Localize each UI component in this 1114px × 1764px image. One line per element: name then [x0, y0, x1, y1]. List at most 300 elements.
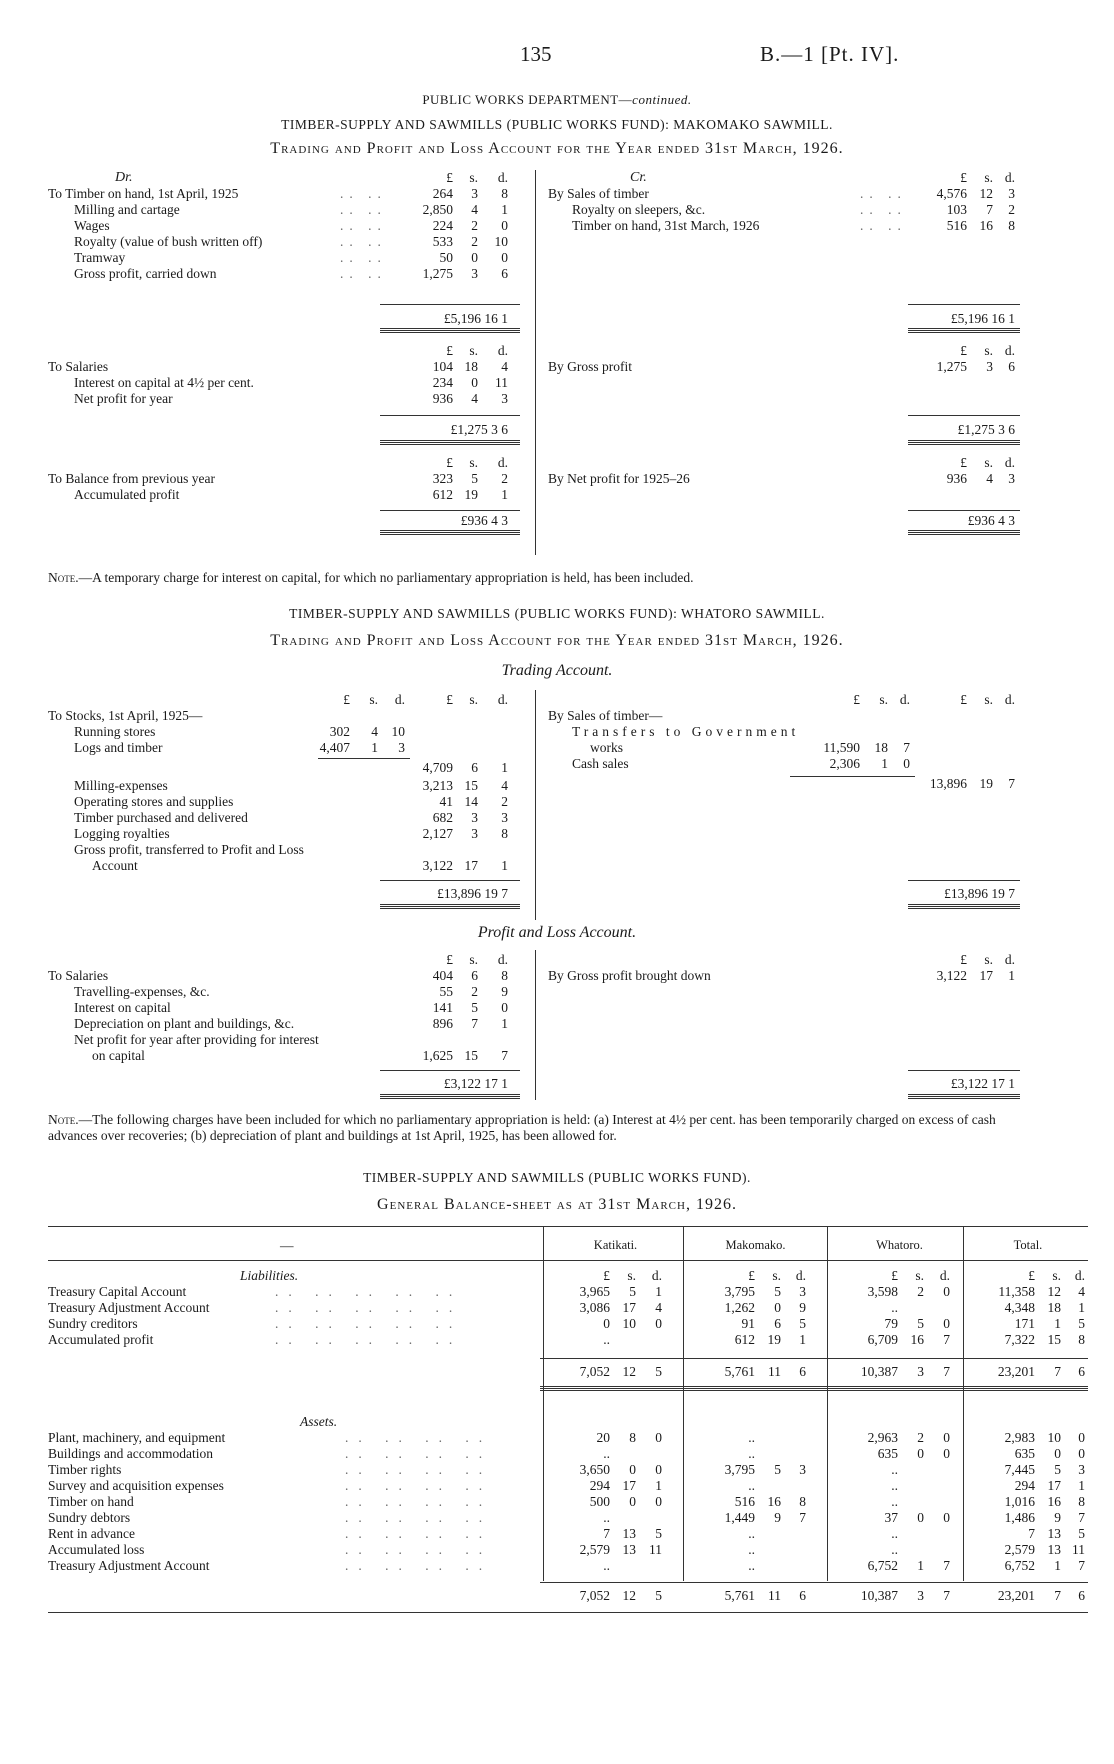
makomako-dr-currency-d-sign: d. [497, 170, 508, 185]
makomako-bal-dr-currency-d-sign: d. [497, 455, 508, 470]
makomako-trading-dr-pence: 0 [501, 218, 508, 233]
liability-total-pounds: 5,761 [724, 1364, 755, 1379]
double-rule [380, 1094, 520, 1099]
asset-value-pence: 11 [649, 1542, 662, 1557]
asset-label: Treasury Adjustment Account [48, 1558, 210, 1573]
rule-line [908, 880, 1020, 881]
whatoro-trading-dr-pence: 4 [501, 778, 508, 793]
asset-value-shillings: 0 [629, 1462, 636, 1477]
whatoro-dr-currency-d-sign: d. [497, 692, 508, 707]
asset-value-pence: 7 [1078, 1558, 1085, 1573]
whatoro-cash-pounds: 2,306 [829, 756, 860, 771]
makomako-trading-cr-shillings: 7 [986, 202, 993, 217]
makomako-trading-dr-label: Gross profit, carried down [74, 266, 217, 281]
makomako-trading-cr-pence: 2 [1008, 202, 1015, 217]
makomako-trading-cr-label: Timber on hand, 31st March, 1926 [572, 218, 760, 233]
stocks-rule [318, 758, 410, 759]
makomako-trading-dr-pence: 0 [501, 250, 508, 265]
makomako-bal-dr-shillings: 19 [464, 487, 478, 502]
balance-currency-3-s-sign: s. [1052, 1268, 1061, 1283]
liability-value-shillings: 0 [774, 1300, 781, 1315]
makomako-trading-dr-pounds: 533 [432, 234, 453, 249]
asset-total-pounds: 23,201 [997, 1588, 1035, 1603]
makomako-bal-total: £936 4 3 [967, 513, 1015, 528]
double-rule [908, 440, 1020, 445]
balance-currency-1-pound-sign: £ [748, 1268, 755, 1283]
liability-value-pounds: 3,795 [724, 1284, 755, 1299]
whatoro-cr-currency-s-sign: s. [984, 692, 993, 707]
liability-label: Treasury Adjustment Account [48, 1300, 210, 1315]
assets-heading: Assets. [300, 1414, 338, 1429]
makomako-pl-dr-pence: 4 [501, 359, 508, 374]
whatoro-trading-dr-pence: 2 [501, 794, 508, 809]
asset-value-pounds: .. [748, 1526, 755, 1541]
makomako-cr-currency-s-sign: s. [984, 170, 993, 185]
whatoro-pl-cr-label: By Gross profit brought down [548, 968, 711, 983]
whatoro-pl-cr-pounds: 3,122 [936, 968, 967, 983]
liab-double-rule [540, 1386, 1088, 1391]
liability-value-shillings: 12 [1047, 1284, 1061, 1299]
asset-value-pounds: .. [891, 1462, 898, 1477]
asset-value-pence: 3 [799, 1462, 806, 1477]
asset-value-pounds: 1,486 [1004, 1510, 1035, 1525]
asset-subtotal-rule [540, 1582, 1088, 1583]
whatoro-pl-dr-pounds: 896 [432, 1016, 453, 1031]
whatoro-stock-pounds: 4,407 [319, 740, 350, 755]
whatoro-gross-pence: 1 [501, 858, 508, 873]
asset-value-pence: 7 [943, 1558, 950, 1573]
asset-value-pounds: 3,650 [579, 1462, 610, 1477]
whatoro-transfers-shillings: 18 [874, 740, 888, 755]
whatoro-cr-inner-currency-pound-sign: £ [853, 692, 860, 707]
asset-value-pounds: 635 [877, 1446, 898, 1461]
liability-value-shillings: 5 [917, 1316, 924, 1331]
whatoro-pl-dr-pounds: 404 [432, 968, 453, 983]
whatoro-pl-cr-currency-pound-sign: £ [960, 952, 967, 967]
whatoro-pl-heading: Profit and Loss Account. [477, 924, 637, 941]
whatoro-pl-dr-shillings: 5 [471, 1000, 478, 1015]
double-rule [380, 328, 520, 333]
makomako-bal-dr-currency-pound-sign: £ [446, 455, 453, 470]
asset-value-pence: 11 [1072, 1542, 1085, 1557]
whatoro-pl-dr-currency-pound-sign: £ [446, 952, 453, 967]
subtotal-rule [908, 304, 1020, 305]
asset-value-pounds: 3,795 [724, 1462, 755, 1477]
makomako-dr-currency-pound-sign: £ [446, 170, 453, 185]
whatoro-pl-dr-pence: 8 [501, 968, 508, 983]
column-divider [683, 1226, 684, 1581]
asset-value-shillings: 1 [1054, 1558, 1061, 1573]
balance-currency-3-d-sign: d. [1074, 1268, 1085, 1283]
asset-label: Buildings and accommodation [48, 1446, 213, 1461]
asset-value-shillings: 5 [1054, 1462, 1061, 1477]
liab-subtotal-rule [540, 1358, 1088, 1359]
whatoro-net-line2: on capital [92, 1048, 145, 1063]
whatoro-net-pounds: 1,625 [422, 1048, 453, 1063]
whatoro-trading-dr-pounds: 41 [439, 794, 453, 809]
department-title: PUBLIC WORKS DEPARTMENT—continued. [422, 92, 692, 107]
whatoro-trading-dr-pounds: 3,213 [422, 778, 453, 793]
asset-value-shillings: 17 [1047, 1478, 1061, 1493]
leader-dots: .. .. .. .. .. [275, 1332, 463, 1347]
whatoro-net-line1: Net profit for year after providing for interest [74, 1032, 319, 1047]
makomako-trading-cr-shillings: 12 [979, 186, 993, 201]
makomako-bal-dr-currency-s-sign: s. [469, 455, 478, 470]
whatoro-gross-line1: Gross profit, transferred to Profit and Loss [74, 842, 304, 857]
balance-currency-3-pound-sign: £ [1028, 1268, 1035, 1283]
makomako-trading-dr-label: Wages [74, 218, 110, 233]
asset-value-pounds: 516 [734, 1494, 755, 1509]
makomako-trading-dr-shillings: 2 [471, 218, 478, 233]
makomako-trading-dr-pence: 8 [501, 186, 508, 201]
asset-value-pounds: .. [748, 1430, 755, 1445]
liability-label: Treasury Capital Account [48, 1284, 187, 1299]
leader-dots: .. .. [340, 266, 387, 281]
liability-value-pence: 1 [655, 1284, 662, 1299]
whatoro-pl-dr-shillings: 7 [471, 1016, 478, 1031]
whatoro-inner-currency-s-sign: s. [369, 692, 378, 707]
page-number: 135 [520, 42, 552, 66]
liability-label: Accumulated profit [48, 1332, 154, 1347]
whatoro-cash-pence: 0 [903, 756, 910, 771]
asset-value-pounds: 294 [589, 1478, 610, 1493]
liability-total-shillings: 11 [768, 1364, 781, 1379]
whatoro-stock-pence: 10 [391, 724, 405, 739]
double-rule [380, 904, 520, 909]
column-header-katikati: Katikati. [593, 1238, 638, 1252]
rule-line [380, 1070, 520, 1071]
liability-value-pounds: 4,348 [1004, 1300, 1035, 1315]
balance-currency-1-s-sign: s. [772, 1268, 781, 1283]
liability-value-pounds: 1,262 [724, 1300, 755, 1315]
makomako-pl-dr-label: Net profit for year [74, 391, 173, 406]
double-rule [908, 530, 1020, 535]
asset-value-shillings: 0 [1054, 1446, 1061, 1461]
makomako-bal-cr-pounds: 936 [946, 471, 967, 486]
asset-value-shillings: 13 [622, 1526, 636, 1541]
makomako-trading-total: £5,196 16 1 [443, 311, 508, 326]
asset-value-pence: 0 [655, 1462, 662, 1477]
asset-value-pounds: 2,963 [867, 1430, 898, 1445]
asset-value-pounds: .. [748, 1478, 755, 1493]
whatoro-pl-dr-shillings: 2 [471, 984, 478, 999]
makomako-bal-cr-currency-s-sign: s. [984, 455, 993, 470]
balance-currency-0-d-sign: d. [651, 1268, 662, 1283]
whatoro-pl-dr-pence: 1 [501, 1016, 508, 1031]
liability-value-shillings: 10 [622, 1316, 636, 1331]
asset-value-pence: 0 [1078, 1430, 1085, 1445]
whatoro-title: TIMBER-SUPPLY AND SAWMILLS (PUBLIC WORKS FUND): WHATORO SAWMILL. [289, 606, 825, 621]
liability-value-pence: 3 [799, 1284, 806, 1299]
asset-value-pence: 7 [799, 1510, 806, 1525]
asset-value-pence: 5 [655, 1526, 662, 1541]
makomako-trading-cr-label: By Sales of timber [548, 186, 649, 201]
whatoro-pl-total: £3,122 17 1 [443, 1076, 508, 1091]
liability-value-shillings: 5 [774, 1284, 781, 1299]
makomako-pl-dr-pounds: 234 [432, 375, 453, 390]
makomako-trading-dr-shillings: 3 [471, 266, 478, 281]
asset-value-pounds: .. [891, 1478, 898, 1493]
asset-value-pounds: .. [603, 1510, 610, 1525]
asset-value-shillings: 16 [1047, 1494, 1061, 1509]
makomako-bal-cr-currency-pound-sign: £ [960, 455, 967, 470]
balance-currency-1-d-sign: d. [795, 1268, 806, 1283]
whatoro-stock-label: Running stores [74, 724, 156, 739]
asset-total-pence: 5 [655, 1588, 662, 1603]
makomako-bal-dr-pounds: 612 [432, 487, 453, 502]
liability-value-pounds: 612 [734, 1332, 755, 1347]
leader-dots: .. .. .. .. [345, 1510, 493, 1525]
asset-label: Accumulated loss [48, 1542, 145, 1557]
whatoro-trading-dr-pounds: 682 [432, 810, 453, 825]
whatoro-trading-total: £13,896 19 7 [944, 886, 1015, 901]
balance-title: TIMBER-SUPPLY AND SAWMILLS (PUBLIC WORKS FUND). [363, 1170, 751, 1185]
liabilities-heading: Liabilities. [240, 1268, 299, 1283]
asset-value-pence: 8 [799, 1494, 806, 1509]
double-rule [908, 328, 1020, 333]
makomako-trading-dr-label: Tramway [74, 250, 126, 265]
asset-value-pounds: 1,016 [1004, 1494, 1035, 1509]
asset-value-pounds: 2,579 [1004, 1542, 1035, 1557]
leader-dots: .. .. .. .. [345, 1494, 493, 1509]
double-rule [908, 1094, 1020, 1099]
whatoro-transfers-line2: works [590, 740, 623, 755]
liability-total-pence: 5 [655, 1364, 662, 1379]
makomako-title: TIMBER-SUPPLY AND SAWMILLS (PUBLIC WORKS FUND): MAKOMAKO SAWMILL. [281, 117, 833, 132]
whatoro-sales-total-pounds: 13,896 [929, 776, 967, 791]
makomako-pl-dr-shillings: 4 [471, 391, 478, 406]
asset-value-shillings: 9 [1054, 1510, 1061, 1525]
liability-value-pounds: 3,598 [867, 1284, 898, 1299]
column-header-total: Total. [1013, 1238, 1043, 1252]
asset-value-pounds: .. [748, 1558, 755, 1573]
whatoro-inner-currency-pound-sign: £ [343, 692, 350, 707]
asset-value-pence: 0 [943, 1430, 950, 1445]
asset-value-pence: 1 [655, 1478, 662, 1493]
whatoro-trading-dr-pounds: 2,127 [422, 826, 453, 841]
makomako-bal-cr-shillings: 4 [986, 471, 993, 486]
makomako-pl-cr-currency-pound-sign: £ [960, 343, 967, 358]
asset-value-pounds: 500 [589, 1494, 610, 1509]
liability-value-pence: 1 [799, 1332, 806, 1347]
makomako-pl-dr-currency-pound-sign: £ [446, 343, 453, 358]
makomako-bal-dr-shillings: 5 [471, 471, 478, 486]
balance-currency-0-pound-sign: £ [603, 1268, 610, 1283]
asset-value-pence: 0 [943, 1510, 950, 1525]
asset-total-pence: 6 [799, 1588, 806, 1603]
leader-dots: .. .. .. .. [345, 1542, 493, 1557]
asset-value-pounds: 7 [1028, 1526, 1035, 1541]
liability-value-shillings: 17 [622, 1300, 636, 1315]
makomako-pl-dr-pounds: 936 [432, 391, 453, 406]
liability-value-pence: 9 [799, 1300, 806, 1315]
liability-value-pence: 5 [1078, 1316, 1085, 1331]
asset-value-shillings: 17 [622, 1478, 636, 1493]
makomako-pl-dr-label: To Salaries [48, 359, 109, 374]
makomako-trading-dr-pounds: 50 [439, 250, 453, 265]
asset-value-pence: 3 [1078, 1462, 1085, 1477]
asset-total-pounds: 7,052 [579, 1588, 610, 1603]
liability-total-pence: 6 [799, 1364, 806, 1379]
liability-total-shillings: 7 [1054, 1364, 1061, 1379]
whatoro-stock-shillings: 1 [371, 740, 378, 755]
whatoro-pl-cr-currency-s-sign: s. [984, 952, 993, 967]
balance-currency-2-s-sign: s. [915, 1268, 924, 1283]
leader-dots: .. .. [860, 202, 907, 217]
liability-value-pence: 8 [1078, 1332, 1085, 1347]
asset-value-pounds: 7 [603, 1526, 610, 1541]
liability-value-pounds: 7,322 [1004, 1332, 1035, 1347]
makomako-trading-dr-pence: 10 [494, 234, 508, 249]
asset-value-shillings: 10 [1047, 1430, 1061, 1445]
rule-line [908, 415, 1020, 416]
asset-value-pounds: 2,983 [1004, 1430, 1035, 1445]
rule-line [380, 510, 520, 511]
asset-label: Survey and acquisition expenses [48, 1478, 224, 1493]
liability-value-pence: 0 [655, 1316, 662, 1331]
makomako-bal-total: £936 4 3 [460, 513, 508, 528]
liability-value-pounds: 0 [603, 1316, 610, 1331]
whatoro-gross-shillings: 17 [464, 858, 478, 873]
leader-dots: .. .. .. .. [345, 1462, 493, 1477]
liability-value-pence: 5 [799, 1316, 806, 1331]
whatoro-pl-dr-label: Interest on capital [74, 1000, 171, 1015]
makomako-trading-dr-label: Milling and cartage [74, 202, 180, 217]
rule-line [380, 415, 520, 416]
subtotal-rule [380, 304, 520, 305]
whatoro-cash-shillings: 1 [881, 756, 888, 771]
leader-dots: .. .. [860, 186, 907, 201]
whatoro-stocks-total-pounds: 4,709 [422, 760, 453, 775]
makomako-trading-dr-shillings: 0 [471, 250, 478, 265]
makomako-trading-dr-pounds: 224 [432, 218, 453, 233]
whatoro-stock-pence: 3 [398, 740, 405, 755]
liability-value-pounds: 79 [884, 1316, 898, 1331]
makomako-pl-cr-currency-d-sign: d. [1004, 343, 1015, 358]
rule-line [908, 1070, 1020, 1071]
whatoro-net-pence: 7 [501, 1048, 508, 1063]
asset-value-pence: 0 [943, 1446, 950, 1461]
makomako-pl-dr-pence: 11 [495, 375, 508, 390]
makomako-trading-dr-label: To Timber on hand, 1st April, 1925 [48, 186, 239, 201]
liability-value-shillings: 19 [767, 1332, 781, 1347]
whatoro-pl-divider [535, 950, 536, 1100]
asset-value-pounds: .. [891, 1526, 898, 1541]
liability-value-pounds: 171 [1014, 1316, 1035, 1331]
makomako-pl-dr-pence: 3 [501, 391, 508, 406]
makomako-trading-cr-label: Royalty on sleepers, &c. [572, 202, 706, 217]
asset-value-pence: 7 [1078, 1510, 1085, 1525]
whatoro-stocks-total-shillings: 6 [471, 760, 478, 775]
whatoro-pl-dr-currency-d-sign: d. [497, 952, 508, 967]
whatoro-stocks-label: To Stocks, 1st April, 1925— [48, 708, 203, 723]
liability-value-shillings: 16 [910, 1332, 924, 1347]
liability-total-pence: 6 [1078, 1364, 1085, 1379]
makomako-pl-dr-shillings: 18 [464, 359, 478, 374]
leader-dots: .. .. [340, 202, 387, 217]
liability-value-shillings: 15 [1047, 1332, 1061, 1347]
whatoro-trading-total: £13,896 19 7 [437, 886, 508, 901]
liability-value-pounds: 91 [741, 1316, 755, 1331]
credit-heading: Cr. [630, 170, 647, 185]
makomako-center-divider [535, 170, 536, 555]
makomako-pl-dr-shillings: 0 [471, 375, 478, 390]
asset-total-pounds: 10,387 [860, 1588, 898, 1603]
whatoro-pl-dr-pounds: 141 [432, 1000, 453, 1015]
makomako-pl-cr-pounds: 1,275 [936, 359, 967, 374]
liability-value-shillings: 6 [774, 1316, 781, 1331]
asset-value-shillings: 0 [917, 1446, 924, 1461]
liability-value-pence: 0 [943, 1316, 950, 1331]
makomako-bal-dr-label: To Balance from previous year [48, 471, 215, 486]
makomako-trading-dr-pence: 1 [501, 202, 508, 217]
asset-value-pence: 1 [1078, 1478, 1085, 1493]
leader-dots: .. .. .. .. [345, 1526, 493, 1541]
asset-value-pounds: 6,752 [1004, 1558, 1035, 1573]
whatoro-trading-dr-label: Milling-expenses [74, 778, 168, 793]
whatoro-sales-total-pence: 7 [1008, 776, 1015, 791]
makomako-bal-dr-label: Accumulated profit [74, 487, 180, 502]
leader-dots: .. .. .. .. .. [275, 1316, 463, 1331]
liability-total-pence: 7 [943, 1364, 950, 1379]
whatoro-transfers-line1: Transfers to Government [572, 724, 800, 739]
liability-value-pence: 4 [1078, 1284, 1085, 1299]
balance-currency-2-d-sign: d. [939, 1268, 950, 1283]
liability-value-pounds: .. [603, 1332, 610, 1347]
whatoro-pl-dr-label: Depreciation on plant and buildings, &c. [74, 1016, 295, 1031]
asset-value-pounds: 7,445 [1004, 1462, 1035, 1477]
whatoro-pl-dr-pounds: 55 [439, 984, 453, 999]
whatoro-stocks-total-pence: 1 [501, 760, 508, 775]
liability-value-pounds: 6,709 [867, 1332, 898, 1347]
makomako-trading-dr-pence: 6 [501, 266, 508, 281]
whatoro-pl-cr-currency-d-sign: d. [1004, 952, 1015, 967]
makomako-trading-dr-label: Royalty (value of bush written off) [74, 234, 263, 249]
liability-value-shillings: 1 [1054, 1316, 1061, 1331]
column-divider [963, 1226, 964, 1581]
rule-line [908, 510, 1020, 511]
whatoro-trading-dr-label: Logging royalties [74, 826, 170, 841]
makomako-note: Note.—A temporary charge for interest on capital, for which no parliamentary appropriation is held, has been included. [48, 570, 694, 585]
leader-dots: .. .. .. .. .. [275, 1300, 463, 1315]
asset-value-shillings: 1 [917, 1558, 924, 1573]
asset-value-pence: 0 [655, 1494, 662, 1509]
whatoro-cr-inner-currency-s-sign: s. [879, 692, 888, 707]
leader-dots: .. .. [340, 186, 387, 201]
asset-value-shillings: 0 [629, 1494, 636, 1509]
whatoro-transfers-pounds: 11,590 [823, 740, 860, 755]
makomako-trading-total: £5,196 16 1 [950, 311, 1015, 326]
liability-value-shillings: 2 [917, 1284, 924, 1299]
asset-value-pounds: 1,449 [724, 1510, 755, 1525]
makomako-pl-dr-currency-d-sign: d. [497, 343, 508, 358]
asset-value-pounds: .. [603, 1446, 610, 1461]
whatoro-pl-total: £3,122 17 1 [950, 1076, 1015, 1091]
header-bottom-rule [48, 1260, 1088, 1261]
liability-total-pounds: 23,201 [997, 1364, 1035, 1379]
makomako-bal-cr-label: By Net profit for 1925–26 [548, 471, 690, 486]
makomako-trading-cr-pence: 3 [1008, 186, 1015, 201]
whatoro-cr-inner-currency-d-sign: d. [899, 692, 910, 707]
column-header-whatoro: Whatoro. [876, 1238, 923, 1252]
asset-value-shillings: 16 [767, 1494, 781, 1509]
corner-dash: — [280, 1238, 294, 1253]
asset-total-pence: 7 [943, 1588, 950, 1603]
asset-value-pounds: 20 [596, 1430, 610, 1445]
asset-value-shillings: 0 [917, 1510, 924, 1525]
whatoro-pl-dr-pence: 9 [501, 984, 508, 999]
document-reference: B.—1 [Pt. IV]. [760, 42, 900, 66]
